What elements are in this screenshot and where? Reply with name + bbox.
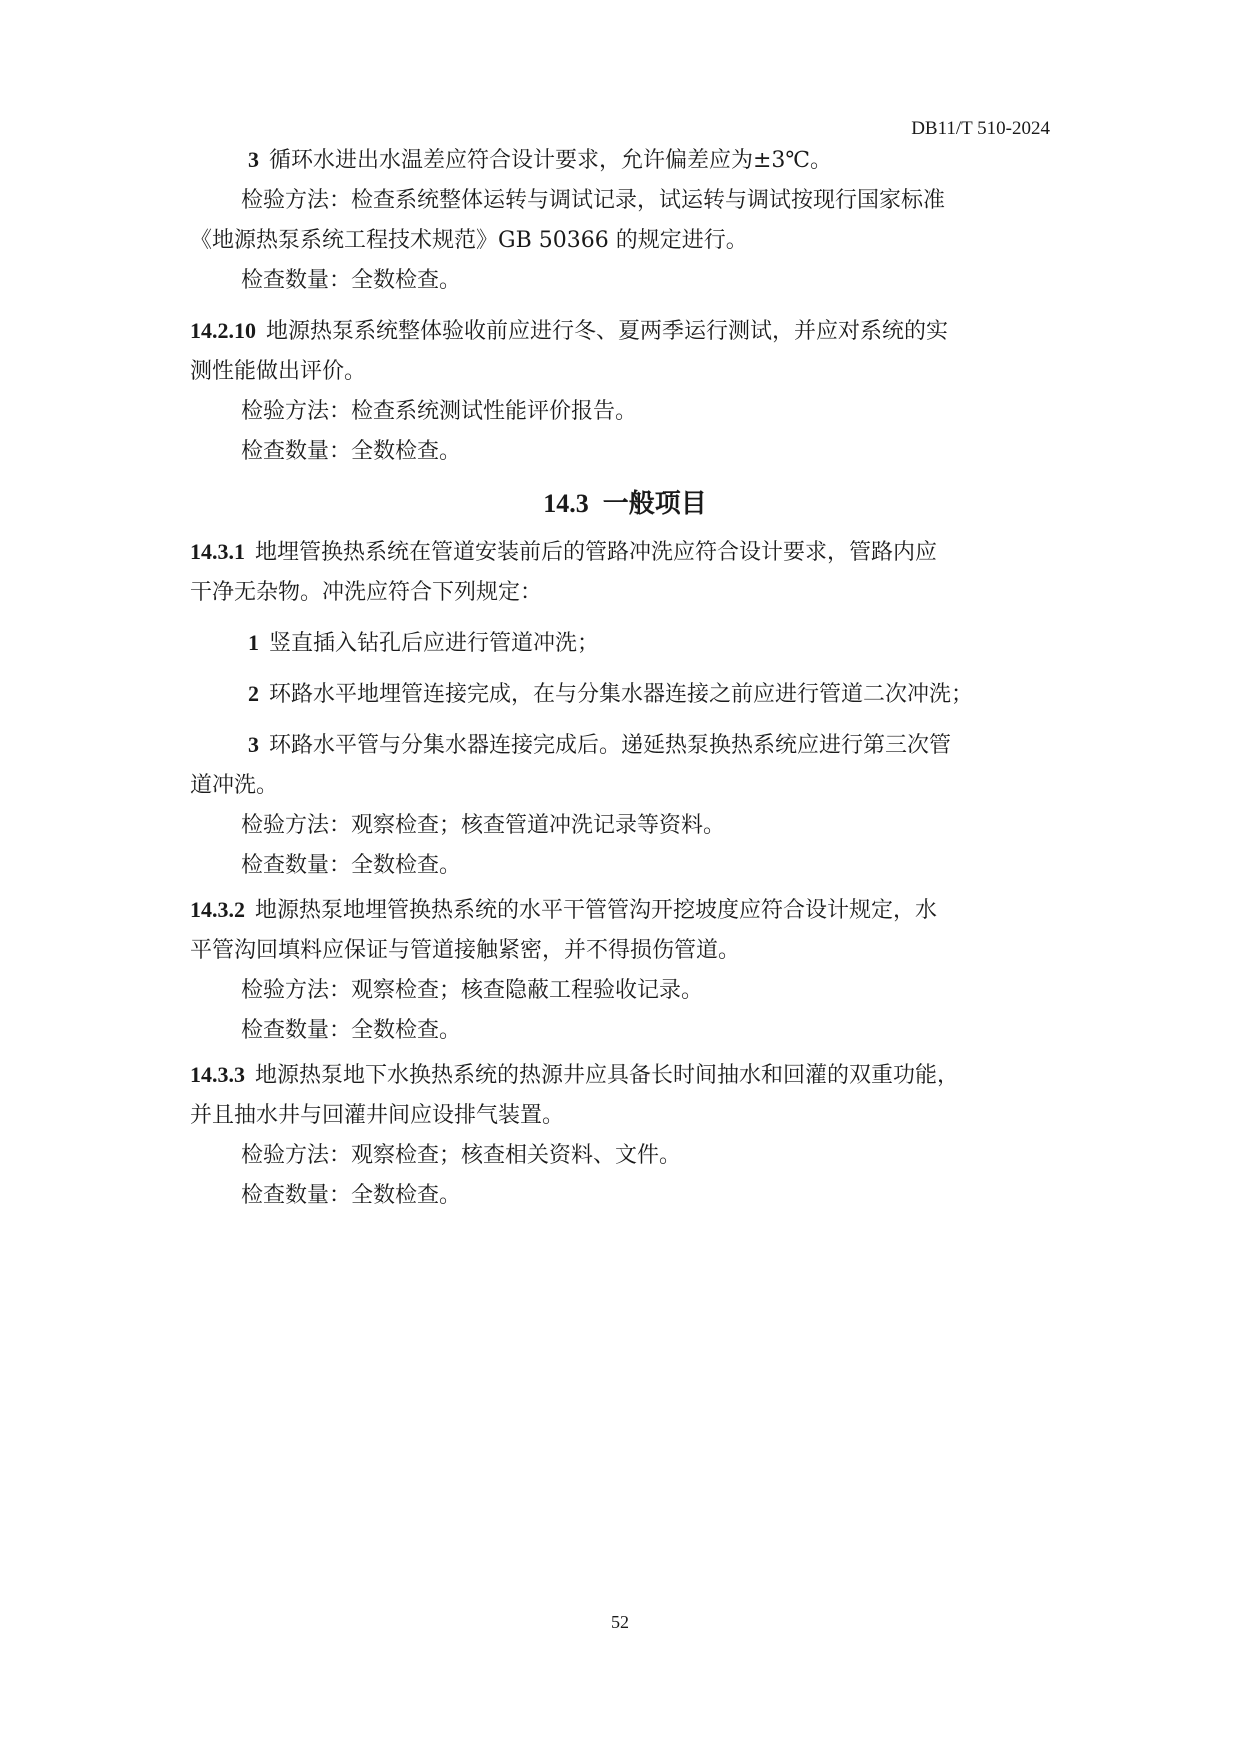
- section-title-text: 一般项目: [602, 489, 707, 519]
- page-number: 52: [611, 1612, 629, 1632]
- paragraph-continuation: 道冲洗。: [190, 773, 279, 798]
- list-item: [190, 140, 1060, 181]
- document-body: [190, 140, 1060, 1216]
- standard-code: DB11/T 510-2024: [911, 118, 1050, 139]
- clause-14-3-3: [190, 1055, 1060, 1096]
- item-number: 2: [248, 681, 259, 706]
- clause-number: 14.3.1: [190, 539, 245, 564]
- section-number: 14.3: [543, 489, 589, 518]
- item-number: 3: [248, 147, 259, 172]
- paragraph-continuation: 测性能做出评价。: [190, 359, 367, 384]
- clause-number: 14.2.10: [190, 318, 256, 343]
- clause-14-3-2: [190, 890, 1060, 931]
- paragraph-continuation: 《地源热泵系统工程技术规范》GB 50366 的规定进行。: [190, 228, 748, 253]
- clause-text: 地源热泵地下水换热系统的热源井应具备长时间抽水和回灌的双重功能，: [255, 1063, 960, 1088]
- item-text: 环路水平管与分集水器连接完成后。递延热泵换热系统应进行第三次管: [269, 733, 952, 758]
- item-text: 循环水进出水温差应符合设计要求，允许偏差应为±3℃。: [269, 148, 833, 173]
- inspection-method: 检验方法：检查系统测试性能评价报告。: [241, 399, 638, 424]
- inspection-quantity: 检查数量：全数检查。: [241, 439, 462, 464]
- clause-14-3-1: [190, 532, 1060, 573]
- list-item: [190, 674, 1060, 715]
- item-number: 1: [248, 630, 259, 655]
- paragraph-continuation: 平管沟回填料应保证与管道接触紧密，并不得损伤管道。: [190, 938, 741, 963]
- item-number: 3: [248, 732, 259, 757]
- inspection-quantity: 检查数量：全数检查。: [241, 853, 462, 878]
- clause-number: 14.3.3: [190, 1062, 245, 1087]
- inspection-method: 检验方法：观察检查；核查管道冲洗记录等资料。: [241, 813, 726, 838]
- clause-text: 地源热泵系统整体验收前应进行冬、夏两季运行测试，并应对系统的实: [266, 319, 949, 344]
- clause-text: 地埋管换热系统在管道安装前后的管路冲洗应符合设计要求，管路内应: [255, 540, 938, 565]
- list-item: [190, 623, 1060, 664]
- inspection-method: 检验方法：观察检查；核查相关资料、文件。: [241, 1143, 682, 1168]
- item-text: 竖直插入钻孔后应进行管道冲洗；: [269, 631, 600, 656]
- inspection-quantity: 检查数量：全数检查。: [241, 1183, 462, 1208]
- paragraph-continuation: 并且抽水井与回灌井间应设排气装置。: [190, 1103, 565, 1128]
- list-item: [190, 725, 1060, 766]
- inspection-method: 检验方法：检查系统整体运转与调试记录，试运转与调试按现行国家标准: [241, 188, 946, 213]
- paragraph-continuation: 干净无杂物。冲洗应符合下列规定：: [190, 580, 543, 605]
- inspection-quantity: 检查数量：全数检查。: [241, 268, 462, 293]
- clause-14-2-10: [190, 311, 1060, 352]
- inspection-quantity: 检查数量：全数检查。: [241, 1018, 462, 1043]
- inspection-method: 检验方法：观察检查；核查隐蔽工程验收记录。: [241, 978, 704, 1003]
- section-heading: [190, 482, 1060, 526]
- clause-number: 14.3.2: [190, 897, 245, 922]
- item-text: 环路水平地埋管连接完成，在与分集水器连接之前应进行管道二次冲洗；: [269, 682, 974, 707]
- clause-text: 地源热泵地埋管换热系统的水平干管管沟开挖坡度应符合设计规定，水: [255, 898, 938, 923]
